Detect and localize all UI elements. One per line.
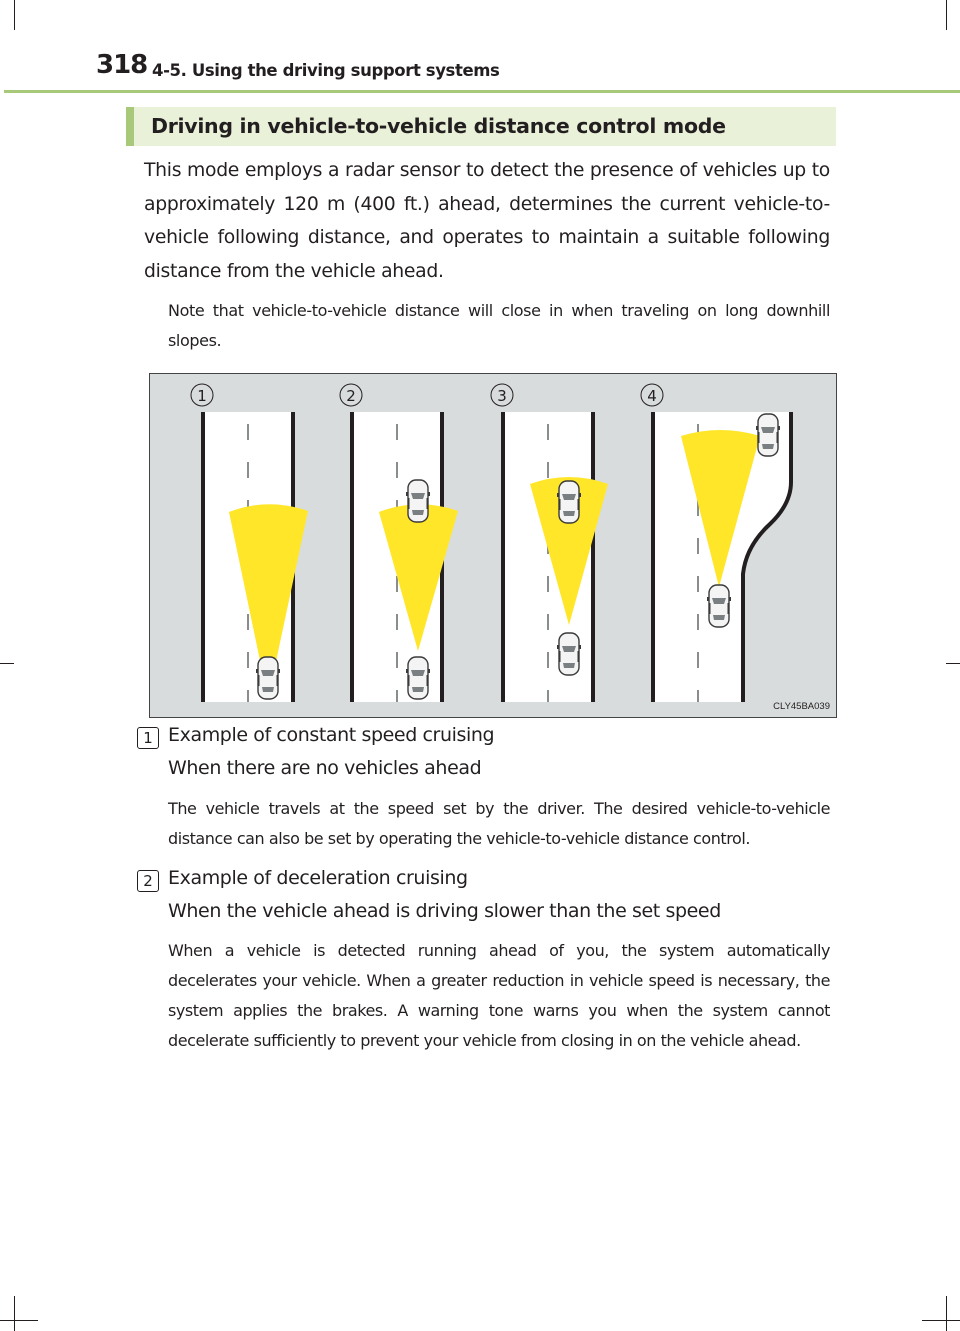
- crop-mark: [946, 663, 960, 664]
- crop-mark: [14, 1296, 15, 1331]
- item-subtitle: When there are no vehicles ahead: [168, 757, 482, 779]
- road-1: [201, 412, 308, 702]
- figure-label-3: [491, 384, 513, 406]
- own-vehicle: [707, 585, 731, 627]
- crop-mark: [946, 0, 947, 30]
- crop-mark: [14, 0, 15, 30]
- note-paragraph: Note that vehicle-to-vehicle distance will close in when traveling on long downhill slopes.: [168, 301, 830, 350]
- radar-illustration: [149, 373, 837, 718]
- figure-label-1: [191, 384, 213, 406]
- page-number: 318: [96, 50, 148, 80]
- own-vehicle: [406, 657, 430, 699]
- road-diagram: [150, 374, 836, 717]
- running-head: 4-5. Using the driving support systems: [152, 61, 500, 80]
- road-4: [651, 412, 791, 702]
- crop-mark: [922, 1320, 960, 1321]
- section-title: Driving in vehicle-to-vehicle distance control mode: [151, 114, 726, 138]
- figure-label-text: 3: [497, 387, 507, 405]
- item-number-badge: 2: [137, 870, 159, 892]
- item-number-badge: 1: [137, 727, 159, 749]
- item-title: Example of deceleration cruising: [168, 867, 468, 889]
- figure-label-text: 4: [647, 387, 657, 405]
- figure-label-text: 2: [346, 387, 356, 405]
- vehicle-ahead: [406, 480, 430, 522]
- own-vehicle: [256, 657, 280, 699]
- own-vehicle: [557, 633, 581, 675]
- road-3: [501, 412, 608, 702]
- item-description: The vehicle travels at the speed set by the driver. The desired vehicle-to-vehicle distance can also be set by operating the vehicle-to-vehicle distance control.: [168, 799, 830, 848]
- vehicle-ahead: [557, 481, 581, 523]
- figure-label-text: 1: [197, 387, 207, 405]
- crop-mark: [946, 1296, 947, 1331]
- crop-mark: [0, 1320, 38, 1321]
- road-2: [350, 412, 458, 702]
- header-rule: [4, 90, 960, 93]
- figure-code: CLY45BA039: [773, 701, 830, 712]
- figure-label-2: [340, 384, 362, 406]
- vehicle-changing-lane: [756, 414, 780, 456]
- crop-mark: [0, 663, 14, 664]
- figure-label-4: [641, 384, 663, 406]
- item-title: Example of constant speed cruising: [168, 724, 495, 746]
- section-heading-bar: [126, 107, 836, 146]
- item-subtitle: When the vehicle ahead is driving slower than the set speed: [168, 900, 721, 922]
- intro-paragraph: This mode employs a radar sensor to detect the presence of vehicles up to approximately 120 m (400 ft.) ahead, determines the current vehicle-to-vehicle following distance, and operates to maintain a suitable following distance from the vehicle ahead.: [144, 160, 830, 282]
- item-description: When a vehicle is detected running ahead of you, the system automatically decelerates your vehicle. When a greater reduction in vehicle speed is necessary, the system applies the brakes. A warning tone warns you when the system cannot decelerate sufficiently to prevent your vehicle from closing in on the vehicle ahead.: [168, 941, 830, 1050]
